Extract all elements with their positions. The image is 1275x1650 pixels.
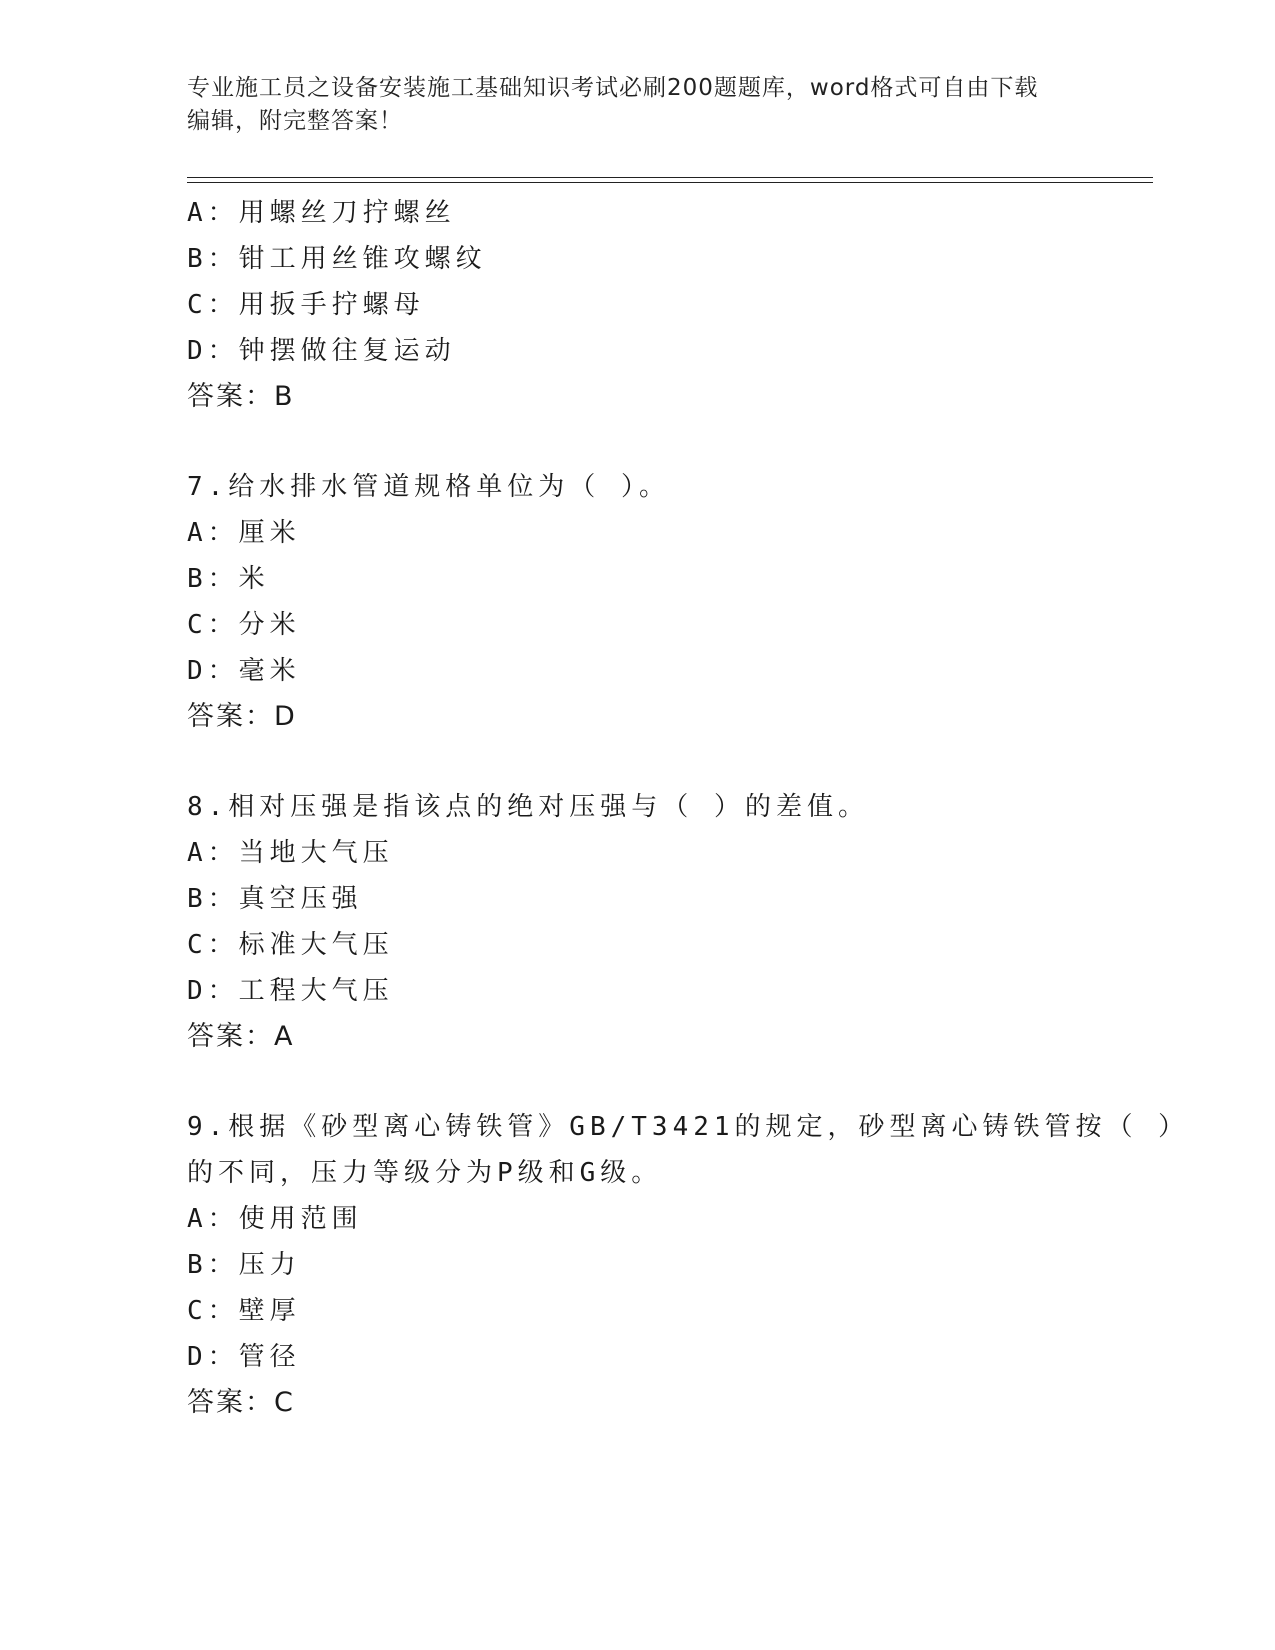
option-a: A：厘米 <box>187 518 301 548</box>
question-stem-line-1: 9.根据《砂型离心铸铁管》GB/T3421的规定，砂型离心铸铁管按（ ） <box>187 1112 1190 1142</box>
question-6-continuation <box>187 190 1087 420</box>
option-a: A：当地大气压 <box>187 838 394 868</box>
question-8 <box>187 784 1087 1060</box>
question-list <box>187 190 1190 1426</box>
header-divider-top <box>187 177 1153 178</box>
question-stem: 7.给水排水管道规格单位为（ ）。 <box>187 472 670 502</box>
option-a: A：用螺丝刀拧螺丝 <box>187 198 456 228</box>
header-divider-bottom <box>187 182 1153 183</box>
option-c: C：壁厚 <box>187 1296 301 1326</box>
option-c: C：标准大气压 <box>187 930 394 960</box>
option-b: B：真空压强 <box>187 884 363 914</box>
header-title-line-2: 编辑，附完整答案！ <box>187 108 403 134</box>
question-stem-line-2: 的不同，压力等级分为P级和G级。 <box>187 1158 663 1188</box>
answer-line: 答案：B <box>187 381 295 412</box>
option-c: C：用扳手拧螺母 <box>187 290 425 320</box>
option-b: B：压力 <box>187 1250 301 1280</box>
question-stem: 8.相对压强是指该点的绝对压强与（ ）的差值。 <box>187 792 869 822</box>
answer-line: 答案：C <box>187 1387 295 1418</box>
answer-line: 答案：A <box>187 1021 295 1052</box>
header-title-line-1: 专业施工员之设备安装施工基础知识考试必刷200题题库，word格式可自由下载 <box>187 75 1039 101</box>
document-header <box>187 72 1067 138</box>
option-b: B：钳工用丝锥攻螺纹 <box>187 244 487 274</box>
option-d: D：工程大气压 <box>187 976 394 1006</box>
option-a: A：使用范围 <box>187 1204 363 1234</box>
option-b: B：米 <box>187 564 270 594</box>
option-d: D：毫米 <box>187 656 301 686</box>
option-d: D：钟摆做往复运动 <box>187 336 456 366</box>
question-7 <box>187 464 1087 740</box>
option-c: C：分米 <box>187 610 301 640</box>
question-9 <box>187 1104 1190 1426</box>
option-d: D：管径 <box>187 1342 301 1372</box>
answer-line: 答案：D <box>187 701 297 732</box>
